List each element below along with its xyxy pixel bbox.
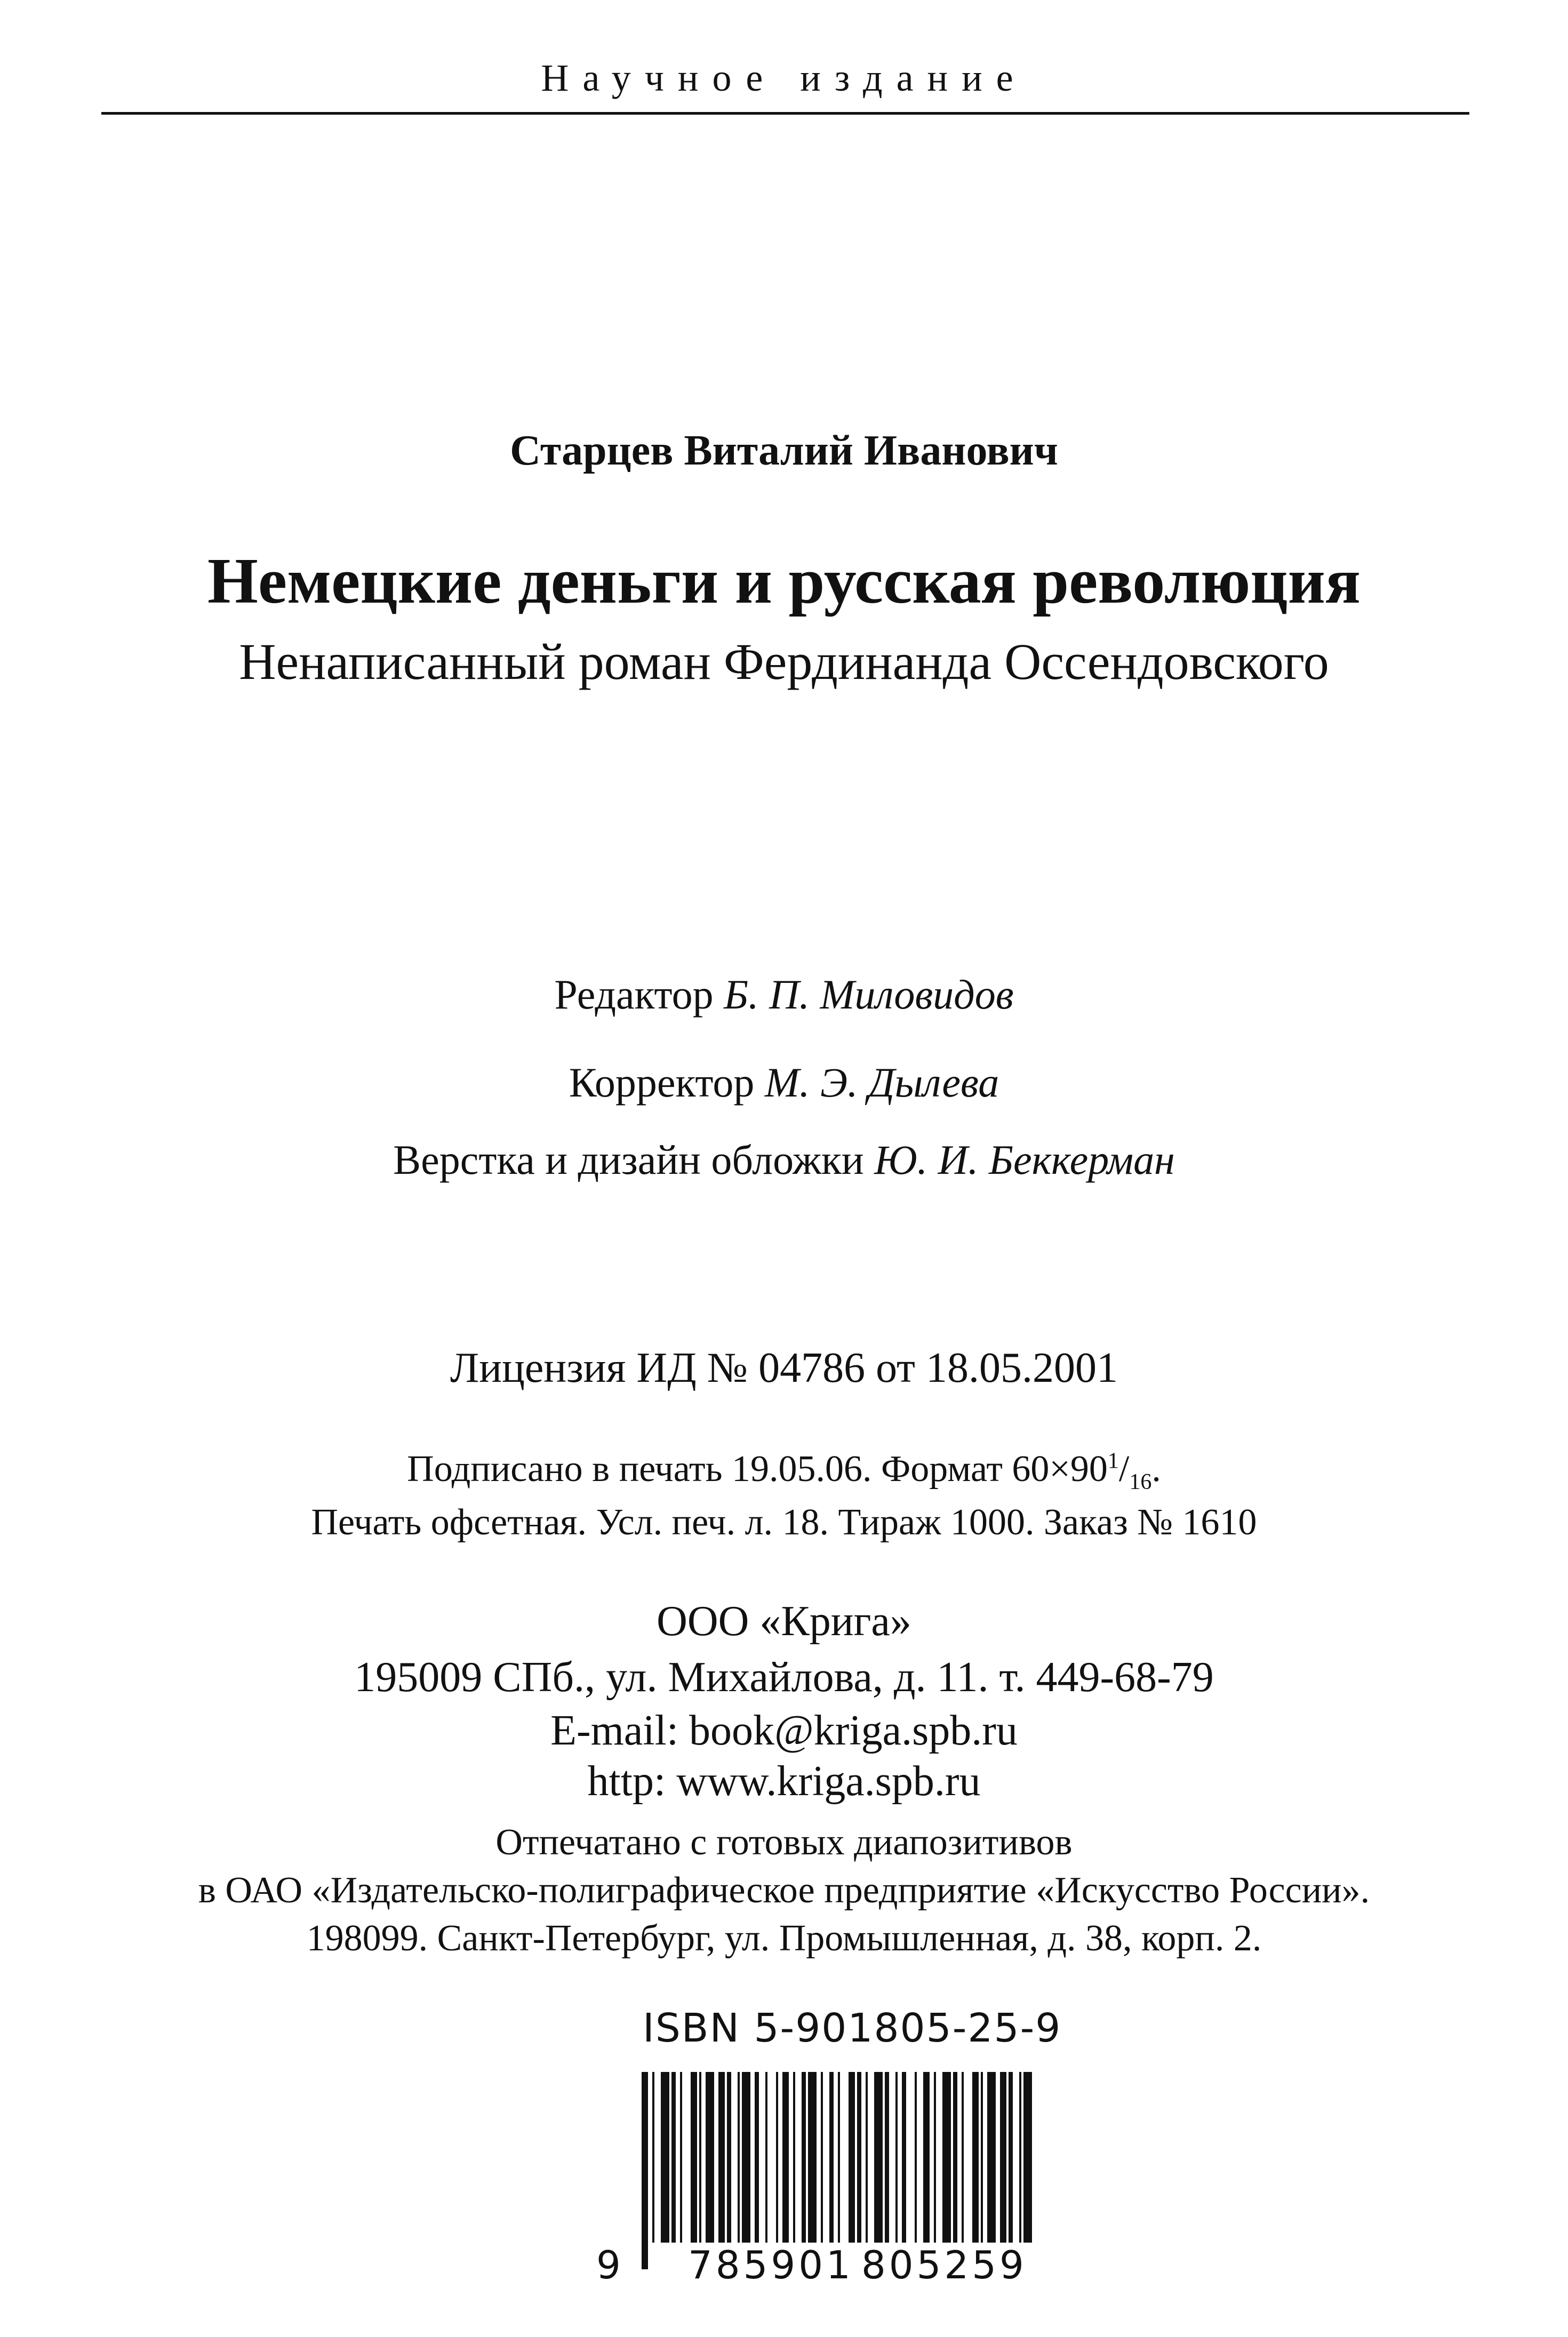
credit-person: Ю. И. Беккерман bbox=[874, 1137, 1175, 1183]
license-line: Лицензия ИД № 04786 от 18.05.2001 bbox=[450, 1344, 1118, 1391]
print-signed-text: Подписано в печать 19.05.06. Формат 60×90 bbox=[407, 1448, 1108, 1490]
barcode-digit-prefix: 9 bbox=[596, 2243, 624, 2287]
printer-line-3: 198099. Санкт-Петербург, ул. Промышленная, д. 38, корп. 2. bbox=[306, 1918, 1262, 1959]
isbn-label: ISBN 5-901805-25-9 bbox=[643, 2005, 1062, 2051]
barcode-digits-right: 805259 bbox=[861, 2243, 1027, 2287]
credit-layout-designer bbox=[0, 1136, 1568, 1184]
print-signed-line: Подписано в печать 19.05.06. Формат $60\times 90^1/_{16}$. bbox=[407, 1448, 1161, 1494]
publisher-name: ООО «Крига» bbox=[657, 1598, 911, 1645]
barcode-digits-left: 785901 bbox=[688, 2243, 854, 2287]
author-name: Старцев Виталий Иванович bbox=[510, 427, 1058, 474]
credit-role: Редактор bbox=[554, 971, 714, 1018]
format-numerator: 1 bbox=[1107, 1448, 1119, 1474]
credit-role: Верстка и дизайн обложки bbox=[393, 1137, 864, 1183]
format-denominator: 16 bbox=[1129, 1470, 1152, 1494]
series-label: Научное издание bbox=[541, 57, 1027, 99]
header-rule bbox=[101, 112, 1469, 115]
publisher-address: 195009 СПб., ул. Михайлова, д. 11. т. 449-68-79 bbox=[354, 1654, 1214, 1701]
credit-editor bbox=[0, 971, 1568, 1019]
publisher-email: E-mail: book@kriga.spb.ru bbox=[550, 1707, 1018, 1754]
credit-role: Корректор bbox=[569, 1059, 755, 1106]
printer-line-2: в ОАО «Издательско-полиграфическое предприятие «Искусство России». bbox=[198, 1870, 1370, 1911]
credit-person: Б. П. Миловидов bbox=[724, 971, 1014, 1018]
book-subtitle: Ненаписанный роман Фердинанда Оссендовского bbox=[239, 633, 1329, 690]
credit-person: М. Э. Дылева bbox=[764, 1059, 999, 1106]
book-title: Немецкие деньги и русская революция bbox=[207, 545, 1361, 617]
printer-line-1: Отпечатано с готовых диапозитивов bbox=[495, 1822, 1073, 1863]
isbn-barcode bbox=[637, 2072, 1043, 2269]
credit-proofreader bbox=[0, 1059, 1568, 1107]
print-details-line: Печать офсетная. Усл. печ. л. 18. Тираж 1000. Заказ № 1610 bbox=[311, 1502, 1257, 1543]
publisher-website: http: www.kriga.spb.ru bbox=[587, 1758, 981, 1805]
